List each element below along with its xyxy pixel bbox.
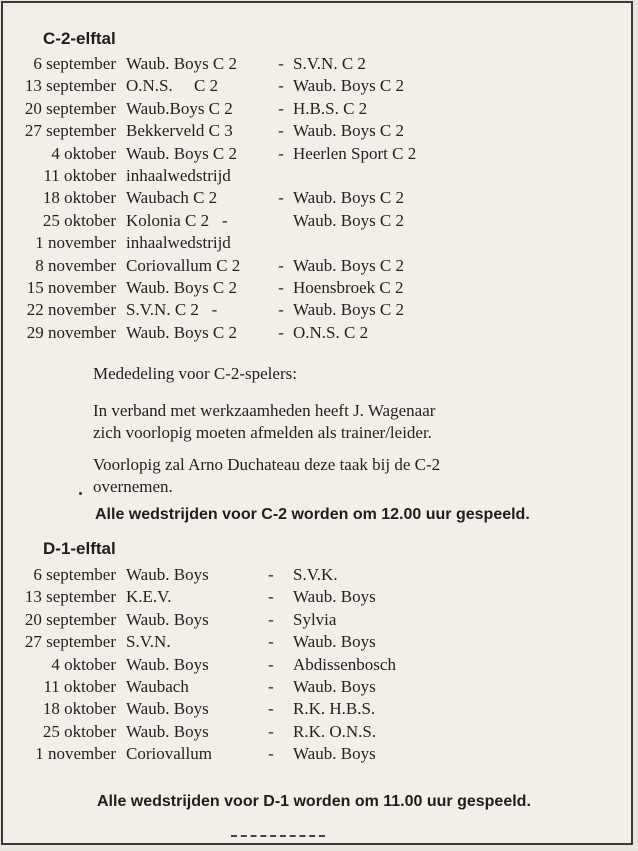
c2-notice-paragraph-1 — [93, 400, 435, 444]
match-away: Waub. Boys — [293, 587, 376, 607]
match-row — [3, 743, 396, 765]
match-date: 1 november — [35, 744, 116, 764]
match-away — [293, 165, 416, 187]
match-row — [3, 98, 416, 120]
match-away: H.B.S. C 2 — [293, 98, 368, 118]
match-date: 15 november — [26, 278, 116, 298]
match-dash: - — [278, 300, 284, 320]
c2-notice-p2-line1: Voorlopig zal Arno Duchateau deze taak bij de C-2 — [93, 455, 441, 474]
match-home: Waub. Boys — [126, 565, 209, 584]
match-date: 6 september — [33, 565, 116, 584]
match-date: 11 oktober — [43, 677, 116, 697]
c2-schedule-table — [3, 53, 416, 344]
match-row — [3, 120, 416, 142]
match-home: Waubach — [126, 677, 189, 697]
match-away — [293, 232, 416, 254]
match-away: Waub. Boys C 2 — [293, 210, 405, 230]
match-date: 6 september — [33, 54, 116, 73]
section-divider — [231, 835, 325, 837]
match-dash: - — [268, 677, 274, 697]
match-home: Waub. Boys C 2 — [126, 143, 238, 163]
match-row — [3, 322, 416, 344]
c2-notice-paragraph-2 — [93, 454, 440, 498]
d1-time-note: Alle wedstrijden voor D-1 worden om 11.00 uur gespeeld. — [97, 793, 531, 810]
match-row — [3, 143, 416, 165]
match-dash: - — [278, 98, 284, 118]
match-home: Kolonia C 2 - — [126, 210, 228, 230]
match-dash: - — [278, 121, 284, 141]
match-date: 22 november — [26, 300, 116, 320]
match-home: Waub. Boys C 2 — [126, 278, 238, 298]
match-dash: - — [278, 76, 284, 96]
match-home: Waub. Boys C 2 — [126, 322, 238, 342]
match-date: 27 september — [24, 121, 116, 141]
match-dash: - — [278, 143, 284, 163]
match-home: Coriovallum — [126, 744, 212, 764]
d1-heading: D-1-elftal — [43, 539, 116, 558]
match-home: S.V.N. — [126, 632, 171, 652]
match-away: Waub. Boys C 2 — [293, 76, 405, 96]
c2-notice-p1-line2: zich voorlopig moeten afmelden als trainer/leider. — [93, 423, 432, 442]
match-date: 11 oktober — [43, 166, 116, 186]
match-row — [3, 698, 396, 720]
match-row — [3, 676, 396, 698]
match-dash — [269, 165, 293, 187]
match-date: 27 september — [24, 632, 116, 652]
match-date: 25 oktober — [42, 721, 116, 741]
match-dash: - — [268, 654, 274, 674]
match-dash: - — [268, 587, 274, 607]
c2-heading: C-2-elftal — [43, 29, 116, 48]
match-dash: - — [268, 632, 274, 652]
document-page — [1, 1, 633, 845]
match-date: 25 oktober — [42, 210, 116, 230]
match-row — [3, 609, 396, 631]
match-dash — [269, 210, 293, 232]
match-home: Waubach C 2 — [126, 188, 218, 208]
match-home: inhaalwedstrijd — [126, 166, 231, 186]
match-dash: - — [268, 721, 274, 741]
match-dash: - — [268, 744, 274, 764]
match-dash: - — [268, 609, 274, 629]
match-away: Waub. Boys C 2 — [293, 121, 405, 141]
match-dash: - — [268, 565, 274, 584]
match-dash: - — [278, 322, 284, 342]
match-away: O.N.S. C 2 — [293, 322, 369, 342]
match-row — [3, 586, 396, 608]
match-away: Waub. Boys C 2 — [293, 300, 405, 320]
match-dash: - — [278, 54, 284, 73]
match-home: S.V.N. C 2 - — [126, 300, 218, 320]
match-row — [3, 564, 396, 586]
match-row — [3, 187, 416, 209]
match-row — [3, 165, 416, 187]
match-away: Abdissenbosch — [293, 654, 396, 674]
match-home: Waub. Boys — [126, 654, 209, 674]
match-home: Waub. Boys — [126, 721, 209, 741]
match-dash: - — [268, 699, 274, 719]
c2-notice-p2-line2: overnemen. — [93, 477, 173, 496]
match-dash: - — [278, 278, 284, 298]
match-dash: - — [278, 188, 284, 208]
match-away: Waub. Boys C 2 — [293, 188, 405, 208]
match-home: inhaalwedstrijd — [126, 233, 231, 253]
match-away: Sylvia — [293, 609, 337, 629]
match-date: 20 september — [24, 609, 116, 629]
match-home: Waub. Boys — [126, 699, 209, 719]
match-dash — [269, 232, 293, 254]
match-away: R.K. O.N.S. — [293, 721, 377, 741]
match-row — [3, 654, 396, 676]
match-date: 20 september — [24, 98, 116, 118]
c2-notice-p1-line1: In verband met werkzaamheden heeft J. Wagenaar — [93, 401, 436, 420]
match-date: 4 oktober — [51, 143, 116, 163]
match-dash: - — [278, 255, 284, 275]
match-away: Waub. Boys — [293, 744, 376, 764]
match-home: Waub. Boys C 2 — [126, 54, 238, 73]
match-row — [3, 277, 416, 299]
match-away: Heerlen Sport C 2 — [293, 143, 417, 163]
match-away: Waub. Boys C 2 — [293, 255, 405, 275]
match-date: 1 november — [35, 233, 116, 253]
match-row — [3, 53, 416, 75]
c2-notice-title: Mededeling voor C-2-spelers: — [93, 364, 297, 383]
match-away: S.V.N. C 2 — [293, 54, 366, 73]
match-home: K.E.V. — [126, 587, 172, 607]
match-date: 18 oktober — [42, 699, 116, 719]
match-away: Hoensbroek C 2 — [293, 278, 404, 298]
match-row — [3, 631, 396, 653]
match-home: Coriovallum C 2 — [126, 255, 241, 275]
match-row — [3, 210, 416, 232]
print-speck — [79, 492, 82, 495]
match-away: Waub. Boys — [293, 677, 376, 697]
match-home: Waub. Boys — [126, 609, 209, 629]
match-home: O.N.S. C 2 — [126, 76, 219, 96]
match-home: Waub.Boys C 2 — [126, 98, 233, 118]
match-date: 29 november — [26, 322, 116, 342]
match-row — [3, 299, 416, 321]
match-date: 4 oktober — [51, 654, 116, 674]
match-date: 13 september — [24, 76, 116, 96]
match-away: S.V.K. — [293, 565, 338, 584]
match-row — [3, 255, 416, 277]
match-date: 18 oktober — [42, 188, 116, 208]
match-home: Bekkerveld C 3 — [126, 121, 233, 141]
match-date: 8 november — [35, 255, 116, 275]
d1-schedule-table — [3, 564, 396, 766]
c2-time-note: Alle wedstrijden voor C-2 worden om 12.00 uur gespeeld. — [95, 506, 530, 523]
match-away: R.K. H.B.S. — [293, 699, 376, 719]
match-away: Waub. Boys — [293, 632, 376, 652]
match-row — [3, 232, 416, 254]
match-row — [3, 75, 416, 97]
match-date: 13 september — [24, 587, 116, 607]
match-row — [3, 721, 396, 743]
